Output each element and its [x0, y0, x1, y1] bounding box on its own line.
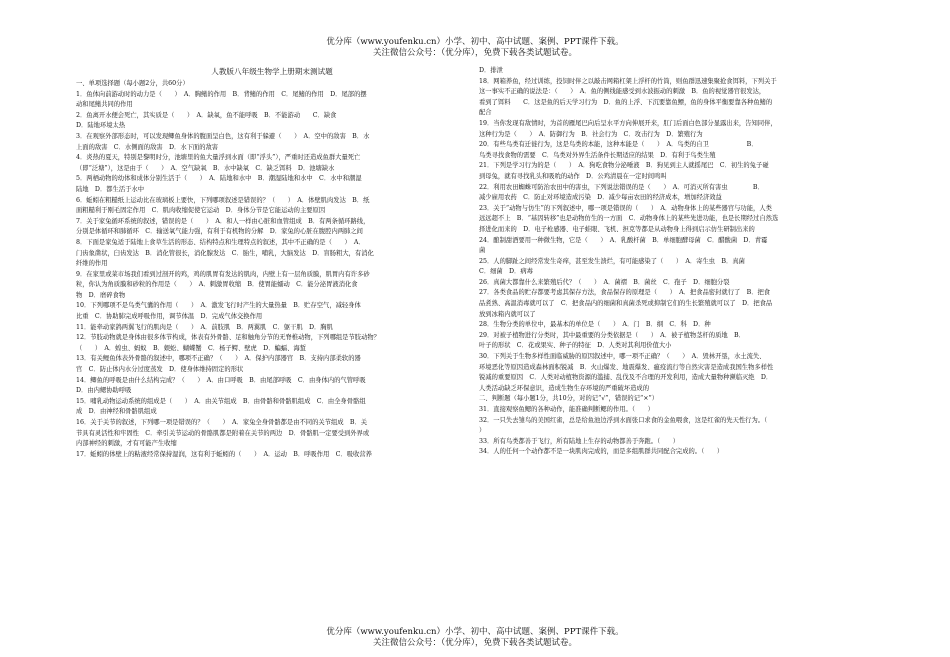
text-line: ） [479, 427, 486, 435]
header-line-2: 关注微信公众号：（优分库），免费下载各类试题试卷。 [372, 48, 577, 58]
text-line: 34．人的任何一个动作都不是一块肌肉完成的，而是多组肌群共同配合完成的。（ ） [479, 448, 724, 456]
text-line: 3．在观察外部形态时，可以发现鲫鱼身体的腹面呈白色，这有利于躲避（ ） A．空中的敌害 B．水 [76, 132, 370, 140]
text-line: 择进化而来的 D．电子枪感器、电子蛙眼、飞机、担克等都是从动物身上得到启示仿生研制出来的 [479, 225, 755, 233]
text-line: 26．真菌大都靠什么来繁殖后代？（ ） A．菌褶 B．菌丝 C．孢子 D．细胞分裂 [479, 278, 730, 286]
text-line: 29．对被子植物进行分类时，其中最重要的分类依据是（ ） A．被子植物茎杆的质地 B． [479, 331, 745, 339]
text-line: 锐减的重要原因 C．人类对动植物资源的滥捕、乱伐及不合理的开发利用，造成大量物种濒临灭绝 D． [479, 374, 773, 382]
text-line: 面粗糙利于刚毛固定作用 C．肌肉收缩促使它运动 D．身体分节是它能运动的主要原因 [76, 207, 326, 215]
text-line: 二、判断题（每小题1分，共10分，对的记“√”，错误的记“×”） [479, 395, 659, 403]
text-line: D．由内鳃协助呼吸 [76, 387, 132, 395]
text-line: 比重 C．协助肺完成呼吸作用，调节体温 D．完成气体交换作用 [76, 313, 263, 321]
text-line: 24．酿制甜酒要用一种微生物，它是（ ） A．乳酸杆菌 B．单细胞酵母菌 C．醋酸菌 D．青霉 [479, 236, 768, 244]
text-line: 32．一只失去雏鸟的美国红雀，总是给鱼池边浮到水面张口求食的金鱼喂食，这是红雀的先天性行为。（ [479, 416, 768, 424]
text-line: 成 D．由神经和骨骼肌组成 [76, 408, 157, 416]
footer-line-2: 关注微信公众号：（优分库），免费下载各类试题试卷。 [372, 638, 577, 648]
text-line: 一、单项选择题（每小题2分，共60分） [76, 80, 189, 87]
text-line: 13．有关鲤鱼体表外骨骼的叙述中，哪项不正确？（ ） A．保护内部器官 B．支持内部柔软的器 [76, 355, 361, 363]
text-line: 16．关于关节的叙述，下列哪一项是错误的？（ ） A．家兔全身骨骼都是由不同的关节组成 B．关 [76, 419, 368, 426]
text-line: 远远超不上 B．“基因转移”也是动物仿生的一方面 C．动物身体上的某些先进功能，也是长期经过自然选 [479, 215, 779, 223]
text-line: 人类活动缺乏环保意识，造成生物生存环境的严重破坏造成的 [479, 384, 650, 392]
header-line-1: 优分库（www.youfenku.cn）小学、初中、高中试题、案例、PPT课件下载。 [326, 37, 624, 47]
text-line: 上面的敌害 C．水侧面的敌害 D．水下面的敌害 [76, 143, 219, 151]
text-line: （即“泛塘”），这是由于（ ） A．空气缺氧 B．水中缺氧 C．缺乏饵料 D．池塘缺水 [76, 164, 335, 172]
text-line: 11．能牵动家鸽两翼飞行的肌肉是（ ） A．前肢肌 B．两翼肌 C．躯干肌 D．胸肌 [76, 323, 333, 331]
text-line: 官 C．防止体内水分过度蒸发 D．使身体维持固定的形状 [76, 366, 244, 374]
text-line: 鸟类寻找食物的需要 C．鸟类对外界生活条件长期适应的结果 D．有利于鸟类生殖 [479, 151, 716, 159]
text-line: 15．哺乳动物运动系统的组成是（ ） A．由关节组成 B．由骨骼和骨骼肌组成 C．由全身骨骼组 [76, 397, 366, 405]
text-line: D．排泄 [479, 67, 503, 74]
right-question-lines [479, 66, 874, 458]
left-question-lines [76, 79, 468, 460]
text-line: 叶子的形状 C．花或果实、种子的特征 D．人类对其利用价值大小 [479, 342, 672, 350]
text-line: 7．关于家兔循环系统的叙述，错误的是（ ） A．和人一样由心脏和血管组成 B．有两条循环路线， [76, 217, 370, 225]
text-line: 8．下面是家兔适于陆地上食草生活的形态、结构特点和生理特点的叙述，其中不正确的是（ ） A． [76, 238, 365, 246]
text-line: 内部神经的刺激，才有可能产生收缩 [76, 440, 177, 448]
right-column [479, 66, 874, 458]
text-line: 放到冰箱内就可以了 [479, 310, 536, 318]
text-line: 粒，你认为角质膜和砂粒的作用是（ ） A．刺激胃收缩 B．使胃能蠕动 C．能分泌胃液消化食 [76, 281, 358, 289]
text-line: 看到了饵料 C．这是鱼的后天学习行为 D．鱼的上浮、下沉要靠鱼鳔，鱼的身体平衡要靠各种鱼鳍的 [479, 98, 773, 106]
text-line: 22．利用农田蜘蛛可防治农田中的害虫，下列说法错误的是（ ） A．可消灭所有害虫 B． [479, 183, 764, 191]
text-line: 14．鲫鱼的呼吸是由什么结构完成？（ ） A．由口呼吸 B．由尾部呼吸 C．由身体内的气管呼吸 [76, 376, 366, 384]
text-line: 2．鱼离开水便会死亡，其实质是（ ） A．缺氧，鱼不能呼吸 B．不能游动 C．缺食 [76, 111, 337, 119]
text-line: 12．节肢动物就是身体由很多体节构成，体表有外骨骼、足和触角分节的无脊椎动物，下列哪组是节肢动物？ [76, 334, 380, 342]
text-line: 28．生物分类的单位中，最基本的单位是（ ） A．门 B．纲 C．科 D．种 [479, 321, 711, 329]
text-line: 分别是体循环和肺循环 C．输送氧气能力强，有利于有机物的分解 D．家兔的心脏在腹腔内两肺之间 [76, 228, 363, 236]
text-line: 配合 [479, 109, 492, 117]
text-line: 21．下列是学习行为的是（ ） A．狗吃食物分泌唾液 B．狗见到主人就摇尾巴 C．初生的兔子碰 [479, 162, 769, 170]
text-line: 27．各类食品的贮存都要考虑其保存方法，食品保存的原理是（ ） A．把食品密封就行了 B．把食 [479, 289, 771, 297]
text-line: 纤维的作用 [76, 260, 108, 268]
text-line: 节具有灵活性和牢固性 C．牵引关节运动的骨骼肌都是附着在关节的两边 D．骨骼肌一定要受到外界或 [76, 429, 370, 437]
text-line: 菌 [479, 247, 486, 255]
text-line: 9．在家里或菜市场我们看到过剖开的鸡，鸡的肌胃有发达的肌肉，内壁上有一层角质膜，肌胃内有许多砂 [76, 270, 370, 278]
page-header [0, 37, 950, 59]
text-line: 4．炎热的夏天，特别是黎明时分，池塘里的鱼大量浮到水面（即“浮头”），严重时还造成鱼群大量死亡 [76, 154, 361, 162]
text-line: 这种行为是（ ） A．防御行为 B．社会行为 C．攻击行为 D．繁殖行为 [479, 130, 703, 138]
text-line: 31．直接观察鱼鳃的各种动作，能准确判断鳃的作用。（ ） [479, 406, 654, 413]
text-line: 23．关于“动物与仿生”的下列叙述中，哪一项是错误的（ ） A．动物身体上的某些器官与功能，人类 [479, 204, 772, 212]
text-line: C．细菌 D．病毒 [479, 268, 533, 276]
text-line: 30．下列关于生物多样性面临威胁的原因叙述中，哪一项不正确？（ ） A．毁林开垦，水土流失、 [479, 353, 766, 361]
text-line: 减少雇用农药 C．防止对环境造成污染 D．减少每亩农田的经济成本，增加经济效益 [479, 194, 722, 202]
text-line: 5．两栖动物的幼体和成体分别生活于（ ） A．陆地和水中 B．潮湿陆地和水中 C．水中和潮湿 [76, 175, 362, 183]
text-line: 6．蚯蚓在粗糙纸上运动比在玻璃板上要快，下列哪项叙述是错误的？（ ） A．体壁肌肉发达 B．纸 [76, 196, 370, 204]
text-line: 18．网箱养鱼，经过训练，投饲时伴之以敲击网箱杠架上浮杆的竹筒，则鱼群迅速集聚抢食饵料，下列关于 [479, 77, 777, 85]
page-footer [0, 627, 950, 649]
text-line: 门齿象凿状，臼齿发达 B．消化管很长，消化腺发达 C．胎生，哺乳，大脑发达 D．盲肠粗大，有消化 [76, 249, 374, 257]
text-line: （ ） A．蝗虫、蚂蚁 B．蜈蚣、蝴蝶蟹 C．杨子鳄、壁虎 D．蝙蝠、海蜇 [76, 344, 306, 352]
text-line: 物 D．磨碎食物 [76, 291, 126, 299]
text-line: 17．蚯蚓的体壁上的粘液经常保持湿润，这有利于蚯蚓的（ ） A．运动 B．呼吸作用 C．吸收营养 [76, 450, 372, 458]
text-line: 动和尾鳍共同的作用 [76, 101, 133, 109]
text-line: 品煮熟、高温消毒就可以了 C．把食品内的细菌和真菌杀死或抑制它们的生长繁殖就可以了 D．把食品 [479, 300, 773, 308]
footer-line-1: 优分库（www.youfenku.cn）小学、初中、高中试题、案例、PPT课件下载。 [326, 627, 624, 637]
left-column [76, 66, 468, 460]
text-line: 20．有些鸟类有迁徙行为，这是鸟类的本能，这种本能是（ ） A．鸟类的自卫 B． [479, 141, 758, 149]
text-line: 25．人的脚趾之间经常发生奇痒，甚至发生溃烂，有可能感染了（ ） A．寄生虫 B．真菌 [479, 257, 745, 265]
text-line: 10．下列哪项不是鸟类气囊的作用（ ） A．激发飞行时产生的大量热量 B．贮存空气，减轻身体 [76, 302, 361, 310]
text-line: 19．当你发现有敌情时，为首的雁尾巴向后呈水平方向伸展开来，肛门后面白色部分显露出来，告知同伴， [479, 119, 777, 127]
text-line: 这一事实不正确的说法是：（ ） A．鱼的侧线能感受到水波振动的刺激 B．鱼的视觉器官很发达， [479, 88, 766, 96]
text-line: 环境恶化等原因造成森林面积锐减 B．火山爆发、地震爆发、瘟疫流行等自然灾害是造成我国生物多样性 [479, 363, 774, 371]
text-line: 1．鱼体向前游动时的动力是（ ） A．胸鳍的作用 B．背鳍的作用 C．尾鳍的作用 D．尾部的摆 [76, 90, 367, 98]
text-line: 33．所有鸟类都善于飞行，所有陆地上生存的动物都善于奔跑。（ ） [479, 437, 680, 445]
text-line: 陆地 D．都生活于水中 [76, 185, 145, 193]
document-title: 人教版八年级生物学上册期末测试题 [211, 67, 333, 76]
text-line: D．陆地环境太热 [76, 122, 126, 130]
text-line: 到母兔，就有寻找乳头和吸吮的动作 D．公鸡清晨在一定时间鸣叫 [479, 172, 667, 180]
